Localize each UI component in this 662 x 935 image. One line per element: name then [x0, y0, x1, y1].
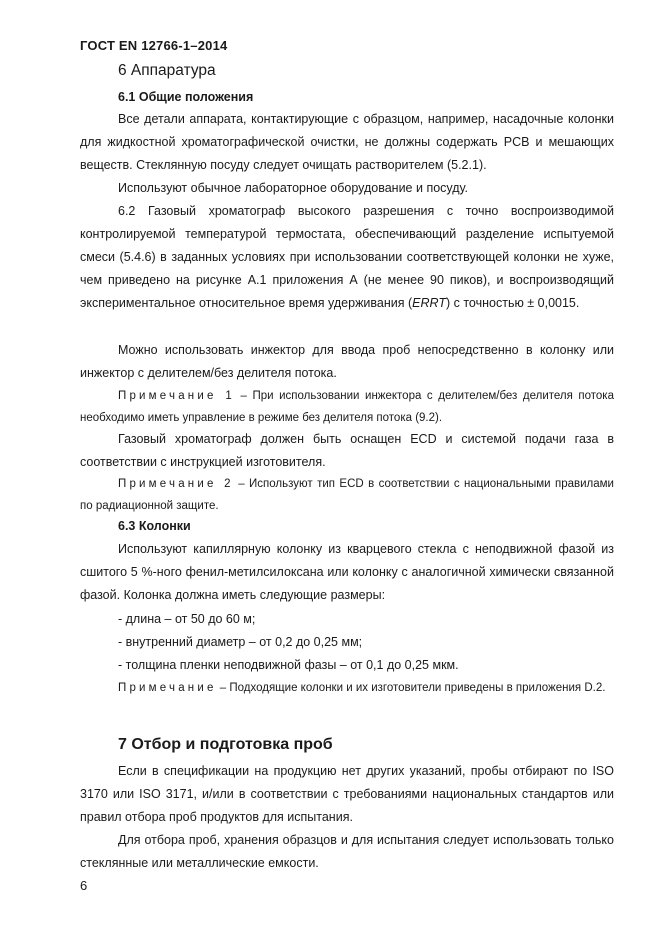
- subsection-6-1-title: 6.1 Общие положения: [118, 90, 254, 104]
- paragraph-6-1-apparatus-parts: Все детали аппарата, контактирующие с образцом, например, насадочные колонки для жидкостной хроматографической очистки, не должны содержать PCB и мешающих веществ. Стеклянную посуду следует очищать растворителем (5.2.1).: [80, 112, 614, 172]
- section-6-title: 6 Аппаратура: [118, 62, 216, 79]
- list-item-length: - длина – от 50 до 60 м;: [118, 612, 256, 626]
- section-7-title: 7 Отбор и подготовка проб: [118, 736, 333, 753]
- paragraph-columns: Используют капиллярную колонку из кварцевого стекла с неподвижной фазой из сшитого 5 %-ного фенил-метилсилоксана или колонку с аналогичной химически связанной фазой. Колонка должна иметь следующие размеры:: [80, 542, 614, 602]
- note-3: [80, 677, 614, 699]
- note-2: [80, 473, 614, 517]
- paragraph-6-1-lab-equipment: Используют обычное лабораторное оборудование и посуду.: [118, 181, 469, 195]
- standard-header: ГОСТ EN 12766-1–2014: [80, 38, 228, 53]
- list-item-film-thickness: - толщина пленки неподвижной фазы – от 0,1 до 0,25 мкм.: [118, 658, 459, 672]
- note-1: [80, 385, 614, 429]
- page-number: 6: [80, 878, 88, 893]
- note-1-text: – При использовании инжектора с делителем/без делителя потока необходимо иметь управление в режиме без делителя потока (9.2).: [80, 390, 614, 424]
- note-2-text: – Используют тип ECD в соответствии с национальными правилами по радиационной защите.: [80, 478, 614, 512]
- errt-term: ERRT: [412, 296, 446, 310]
- paragraph-6-2-gas-chromatograph: [80, 200, 614, 315]
- subsection-6-3-title: 6.3 Колонки: [118, 519, 191, 533]
- paragraph-6-2-text-b: ) с точностью ± 0,0015.: [445, 296, 580, 310]
- note-3-text: – Подходящие колонки и их изготовители приведены в приложения D.2.: [216, 682, 606, 694]
- paragraph-7-containers: Для отбора проб, хранения образцов и для испытания следует использовать только стеклянные или металлические емкости.: [80, 833, 614, 870]
- paragraph-6-2-text-a: 6.2 Газовый хроматограф высокого разрешения с точно воспроизводимой контролируемой температурой термостата, обеспечивающий разделение испытуемой смеси (5.4.6) в заданных условиях при использовании соответствующей колонки не хуже, чем приведено на рисунке А.1 приложения А (не менее 90 пиков), и воспроизводящий экспериментальное относительное время удерживания (: [80, 204, 614, 310]
- paragraph-injector: Можно использовать инжектор для ввода проб непосредственно в колонку или инжектор с делителем/без делителя потока.: [80, 343, 614, 380]
- paragraph-7-sampling: Если в спецификации на продукцию нет других указаний, пробы отбирают по ISO 3170 или ISO 3171, и/или в соответствии с требованиями национальных стандартов или правил отбора проб продуктов для испытания.: [80, 764, 614, 824]
- note-2-label: Примечание 2: [118, 478, 234, 490]
- list-item-inner-diameter: - внутренний диаметр – от 0,2 до 0,25 мм;: [118, 635, 363, 649]
- note-1-label: Примечание 1: [118, 390, 235, 402]
- note-3-label: Примечание: [118, 682, 217, 694]
- paragraph-ecd: Газовый хроматограф должен быть оснащен ECD и системой подачи газа в соответствии с инструкцией изготовителя.: [80, 432, 614, 469]
